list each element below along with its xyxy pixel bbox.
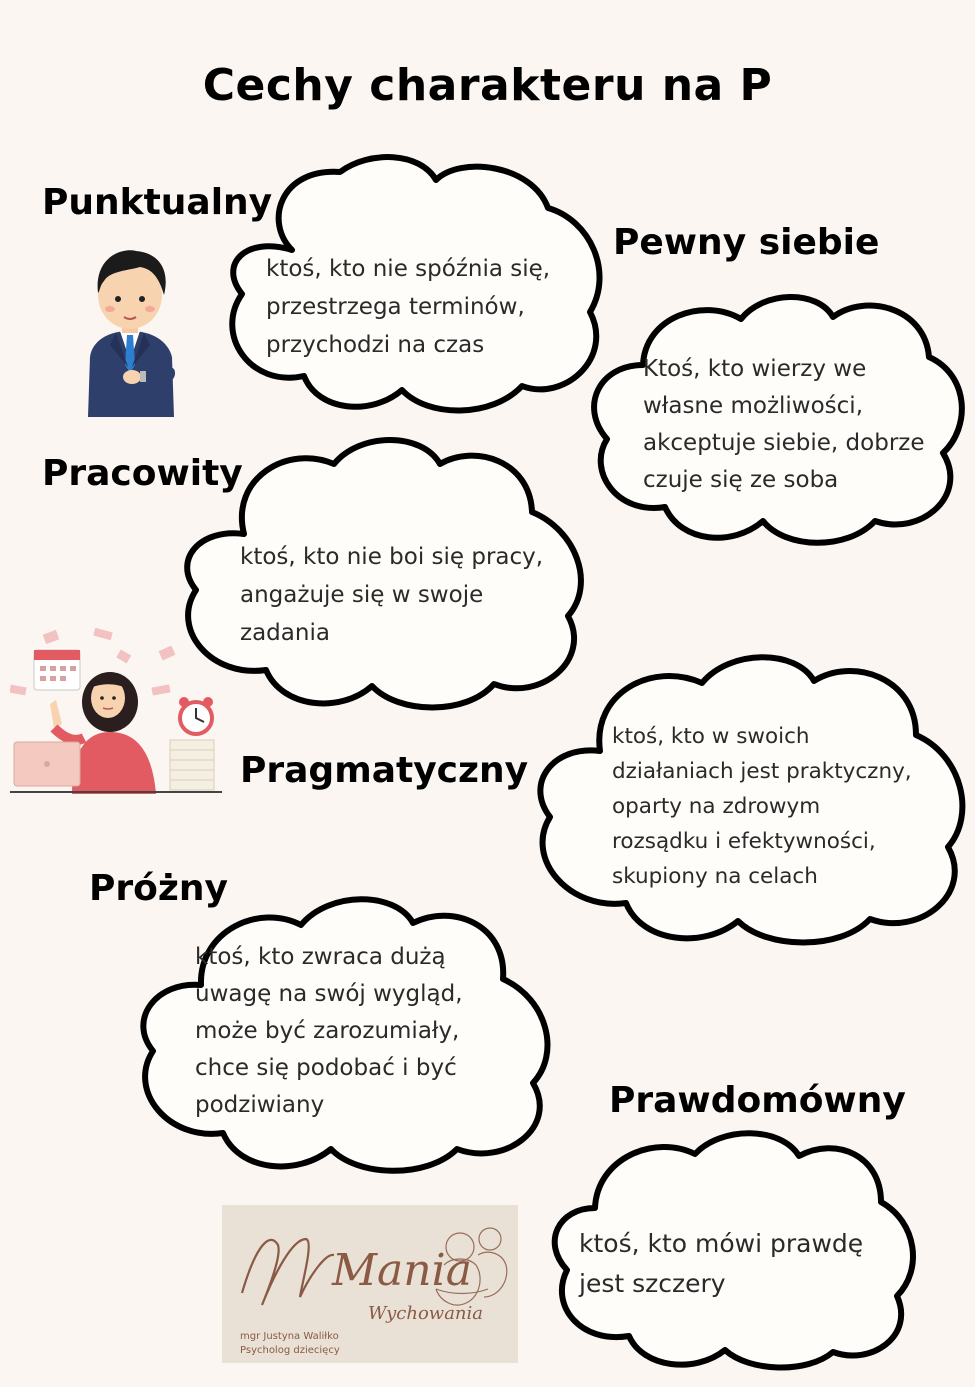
- cloud-line: akceptuje siebie, dobrze: [643, 430, 925, 456]
- businessman-icon: [80, 245, 180, 417]
- cloud-line: działaniach jest praktyczny,: [612, 759, 912, 784]
- working-woman-illustration: [10, 628, 222, 794]
- trait-heading-punktualny: Punktualny: [42, 182, 273, 223]
- logo-author: mgr Justyna Waliłko: [240, 1331, 339, 1342]
- cloud-prawdomowny: [545, 1130, 913, 1366]
- cloud-line: ktoś, kto w swoich: [612, 724, 810, 749]
- working-woman-icon: [10, 628, 222, 794]
- cloud-pracowity: [178, 438, 590, 710]
- cloud-text: [240, 538, 543, 652]
- cloud-line: ktoś, kto nie boi się pracy,: [240, 544, 544, 570]
- cloud-line: ktoś, kto zwraca dużą: [195, 944, 446, 970]
- cloud-text: [579, 1224, 863, 1304]
- page-title: Cechy charakteru na P: [202, 60, 773, 111]
- logo-script-sub: Wychowania: [368, 1303, 484, 1324]
- cloud-pewny-siebie: [585, 295, 963, 547]
- cloud-line: ktoś, kto mówi prawdę: [579, 1229, 864, 1258]
- cloud-line: uwagę na swój wygląd,: [195, 981, 463, 1007]
- trait-heading-pewny-siebie: Pewny siebie: [613, 222, 880, 263]
- trait-heading-pracowity: Pracowity: [42, 453, 243, 494]
- logo-role: Psycholog dziecięcy: [240, 1345, 340, 1356]
- cloud-line: zadania: [240, 620, 330, 646]
- logo-script-main: Mania: [332, 1245, 472, 1296]
- businessman-illustration: [80, 245, 180, 417]
- trait-heading-prozny: Próżny: [89, 868, 228, 909]
- cloud-line: ktoś, kto nie spóźnia się,: [266, 256, 551, 282]
- cloud-prozny: [133, 895, 557, 1171]
- cloud-line: chce się podobać i być: [195, 1055, 457, 1081]
- cloud-text: [643, 351, 925, 499]
- cloud-line: podziwiany: [195, 1092, 325, 1118]
- cloud-line: jest szczery: [579, 1269, 726, 1298]
- cloud-line: przestrzega terminów,: [266, 294, 525, 320]
- cloud-line: czuje się ze soba: [643, 467, 839, 493]
- cloud-line: angażuje się w swoje: [240, 582, 484, 608]
- cloud-text: [195, 939, 463, 1124]
- cloud-line: własne możliwości,: [643, 393, 864, 419]
- cloud-line: może być zarozumiały,: [195, 1018, 460, 1044]
- trait-heading-pragmatyczny: Pragmatyczny: [240, 750, 529, 791]
- cloud-line: rozsądku i efektywności,: [612, 829, 876, 854]
- cloud-punktualny: [222, 162, 606, 414]
- cloud-line: oparty na zdrowym: [612, 794, 821, 819]
- cloud-pragmatyczny: [530, 655, 970, 947]
- cloud-line: Ktoś, kto wierzy we: [643, 356, 867, 382]
- trait-heading-prawdomowny: Prawdomówny: [609, 1080, 906, 1121]
- cloud-line: skupiony na celach: [612, 864, 818, 889]
- cloud-text: [266, 250, 550, 364]
- cloud-line: przychodzi na czas: [266, 332, 485, 358]
- brand-logo: [222, 1205, 518, 1363]
- cloud-text: [612, 719, 912, 894]
